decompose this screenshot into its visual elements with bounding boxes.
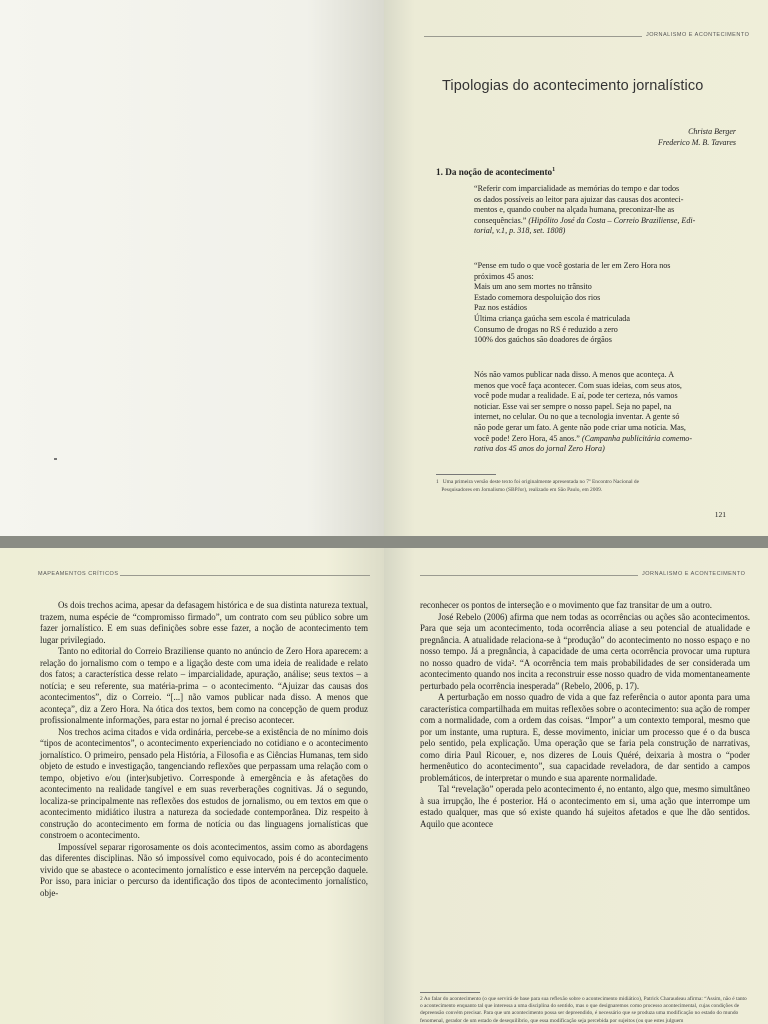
stray-mark [54,458,57,460]
footnote: 1 Uma primeira versão deste texto foi originalmente apresentada no 7º Encontro Nacional de Pesquisadores em Jornalismo (SBPJor), realizado em São Paulo, em 2009. [436,479,639,493]
header-rule [120,575,370,576]
author-2: Frederico M. B. Tavares [658,137,736,147]
running-head: JORNALISMO E ACONTECIMENTO [646,32,750,38]
quote-zero-hora-list: “Pense em tudo o que você gostaria de ler em Zero Hora nos próximos 45 anos: Mais um ano sem mortes no trânsito Estado comemora despoluição dos rios Paz nos estádios Última criança gaúcha sem escola é matriculada Consumo de drogas no RS é reduzido a zero 100% dos gaúchos são doadores de órgãos [474,261,671,345]
footnote-rule [436,474,496,475]
header-rule [424,36,642,37]
article-title: Tipologias do acontecimento jornalístico [442,78,704,94]
blank-page [0,0,384,536]
paragraph: Nos trechos acima citados e vida ordinária, percebe-se a existência de no mínimo dois “tipos de acontecimentos”, o acontecimento experienciado no cotidiano e o acontecimento jornalístico. O primeiro, pensado pela História, a Filosofia e as Ciências Humanas, tem sido objeto de estudo e investigação, tangenciando reflexões que perpassam uma relação com o tempo, objetivo e/ou (inter)subjetivo. Corresponde à emergência e às afetações do acontecimento na realidade tangível e em suas reverberações cognitivas. Já o segundo, localiza-se principalmente nas reflexões dos estudos de jornalismo, ou em textos em que o acontecimento midiático ilustra a natureza da sociedade contemporânea. Diz respeito à construção do acontecimento em forma de notícia ou das linguagens jornalísticas que constroem o acontecimento. [40,726,368,840]
paragraph: Impossível separar rigorosamente os dois acontecimentos, assim como as abordagens das diferentes disciplinas. Não só impossível como equivocado, pois é do acontecimento vivido que se abastece o acontecimento jornalístico e esse intervém na percepção daquele. Por isso, para iniciar o percurso da identificação dos tipos de acontecimento jornalístico, obje- [40,841,368,898]
footnote: 2 Ao falar do acontecimento (o que servirá de base para sua reflexão sobre o acontecimento midiático), Patrick Charaudeau afirma: “Assim, não é tanto o acontecimento enquanto tal que interessa a uma disciplina do sentido, mas o que designaremos como processo acontecimental, cujas condições de depreensão convém precisar. Para que um acontecimento possa ser depreendido, é necessário que se produza uma modificação no estado do mundo fenomenal, gerador de um estado de desequilíbrio, que essa modificação seja percebida por sujeitos (ou que estes julguem [420,996,747,1024]
running-head: MAPEAMENTOS CRÍTICOS [38,571,119,577]
paragraph: A perturbação em nosso quadro de vida a que faz referência o autor aponta para uma característica compartilhada em muitas reflexões sobre o acontecimento: sua ação de romper com a normalidade, com a ordem das coisas. “Impor” a um contexto temporal, mesmo que por um instante, uma ruptura. E, desse movimento, iniciar um processo que é o da busca pelo sentido, pela explicação. Uma operação que se faria pela construção de narrativas, como diria Paul Ricouer, e, nos dizeres de Louis Quéré, deixaria à mostra o “poder hermenêutico do acontecimento”, sua capacidade reveladora, de dar sentido a campos problemáticos, de interpretar o mundo e sua aparente normalidade. [420,692,750,783]
page-121 [384,0,768,536]
author-1: Christa Berger [688,127,736,136]
quote-citation: (Campanha publicitária comemo- [581,433,693,443]
running-head: JORNALISMO E ACONTECIMENTO [642,571,746,577]
footnote-ref: 1 [552,167,556,173]
body-text [420,600,750,830]
paragraph: José Rebelo (2006) afirma que nem todas as ocorrências ou ações são acontecimentos. Para que seja um acontecimento, toda ocorrência aliase a seu potencial de atualidade e pregnância. A atualidade relaciona-se à “produção” do acontecimento no nosso espaço e no nosso tempo. Já a pregnância, à capacidade de uma certa ocorrência provocar uma ruptura no nosso quadro de vida². “A ocorrência tem mais probabilidades de ser considerada um acontecimento quando nos incita a reconstruir esse nosso quadro de vida momentaneamente perturbado pela ocorrência inesperada” (Rebelo, 2006, p. 17). [420,611,750,691]
body-text [40,600,368,899]
quote-citation: (Hipólito José da Costa – Correio Braziliense, Edi- [528,215,696,225]
footnote-rule [420,992,480,993]
quote-zero-hora-campaign: Nós não vamos publicar nada disso. A menos que aconteça. A menos que você faça acontecer. Com suas ideias, com seus atos, você pode mudar a realidade. E aí, pode ter certeza, nós vamos noticiar. Esse vai ser sempre o nosso papel. Seja no papel, na internet, no celular. Ou no que a tecnologia inventar. A gente só não pode gerar um fato. A gente não pode criar uma notícia. Mas, você pode! Zero Hora, 45 anos.” (Campanha publicitária comemo- rativa dos 45 anos do jornal Zero Hora) [474,370,693,454]
section-heading: 1. Da noção de acontecimento$^1$ [436,167,556,178]
paragraph: Tanto no editorial do Correio Braziliense quanto no anúncio de Zero Hora aparecem: a relação do jornalismo com o tempo e a ligação deste com uma ideia de realidade e relato dos fatos; a característica desse relato – imparcialidade, apuração, análise; seus textos – a notícia; e seu referente, sua matéria-prima – o acontecimento. “Ajuizar das causas dos acontecimentos”, diz o Correio. “[...] não vamos publicar nada disso. A menos que aconteça”, diz a Zero Hora. Na ótica dos textos, bem como na concepção de quem produz profissionalmente informações, para estar no jornal é preciso acontecer. [40,646,368,725]
quote-correio: “Referir com imparcialidade as memórias do tempo e dar todos os dados possíveis ao leitor para ajuizar das causas dos aconteci- mentos e, quando couber na alçada humana, preconizar-lhe as consequências.” (Hipólito José da Costa – Correio Braziliense, Edi- torial, v.1, p. 318, set. 1808) [474,184,696,236]
page-right-body [384,548,768,1024]
paragraph: Os dois trechos acima, apesar da defasagem histórica e de sua distinta natureza textual, trazem, numa espécie de “compromisso firmado”, um contrato com seu público sobre um fazer jornalístico. E em suas definições sobre esse fazer, a noção de acontecimento tem lugar privilegiado. [40,600,368,645]
authors [658,127,736,148]
header-rule [420,575,638,576]
paragraph: reconhecer os pontos de interseção e o movimento que faz transitar de um a outro. [420,600,713,610]
page-left-body [0,548,384,1024]
paragraph: Tal “revelação” operada pelo acontecimento é, no entanto, algo que, mesmo simultâneo à sua irrupção, lhe é posterior. Há o acontecimento em si, uma ação que interrompe um estado qualquer, mas que só existe quando há sujeitos afetados e que lhe dão sentidos. Aquilo que acontece [420,784,750,829]
page-number: 121 [714,510,726,519]
